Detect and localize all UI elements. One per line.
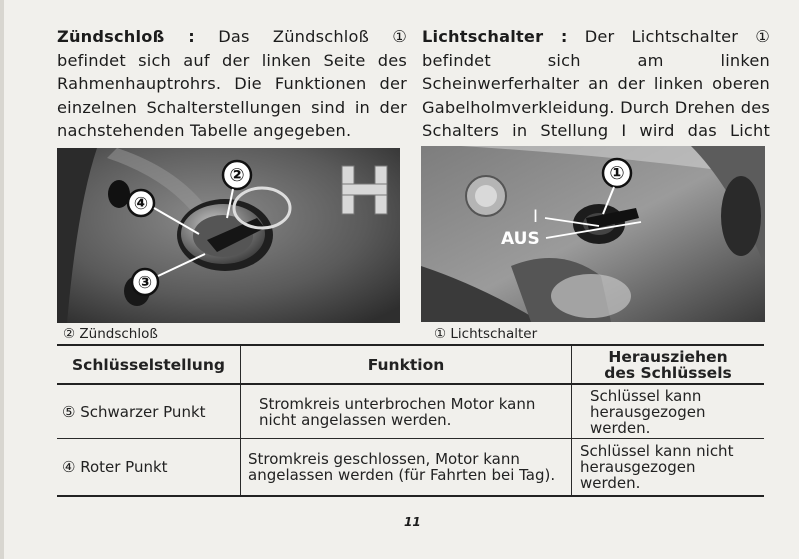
svg-text:②: ② bbox=[229, 165, 245, 186]
light-switch-text: Der Lichtschalter ① befindet sich am linken Scheinwerferhalter an der linken oberen Gabelholmverkleidung. Durch Drehen des Schalters in Stellung I wird das Licht bbox=[422, 27, 770, 141]
table-row bbox=[57, 439, 764, 497]
ignition-text: Das Zündschloß ① befindet sich auf der linken Seite des Rahmenhauptrohrs. Die Funktionen der einzelnen Schalterstellungen sind in der nachstehenden Tabelle angegeben. bbox=[57, 27, 407, 141]
light-switch-heading: Lichtschalter : bbox=[422, 27, 568, 46]
header-key-position: Schlüsselstellung bbox=[57, 345, 241, 384]
ignition-description bbox=[57, 25, 407, 143]
light-switch-photo bbox=[421, 146, 765, 322]
key-position-table bbox=[57, 344, 764, 497]
row-key-removal: Schlüssel kann nicht herausgezogen werden. bbox=[572, 439, 765, 497]
header-key-removal: Herausziehen des Schlüssels bbox=[572, 345, 765, 384]
table-header-row bbox=[57, 345, 764, 384]
row-key-position: ④ Roter Punkt bbox=[57, 439, 241, 497]
row-function: Stromkreis unterbrochen Motor kann nicht angelassen werden. bbox=[241, 384, 572, 439]
row-function: Stromkreis geschlossen, Motor kann angelassen werden (für Fahrten bei Tag). bbox=[241, 439, 572, 497]
table-row bbox=[57, 384, 764, 439]
row-key-removal: Schlüssel kann herausgezogen werden. bbox=[572, 384, 765, 439]
ignition-heading: Zündschloß : bbox=[57, 27, 195, 46]
page-edge bbox=[0, 0, 4, 559]
header-function: Funktion bbox=[241, 345, 572, 384]
svg-text:④: ④ bbox=[133, 194, 149, 214]
svg-text:I: I bbox=[533, 207, 539, 227]
svg-text:AUS: AUS bbox=[501, 229, 540, 249]
page-number: 11 bbox=[404, 515, 421, 529]
svg-text:③: ③ bbox=[137, 273, 153, 293]
svg-text:①: ① bbox=[609, 163, 625, 184]
ignition-caption: ② Zündschloß bbox=[63, 326, 158, 342]
light-switch-caption: ① Lichtschalter bbox=[434, 326, 538, 342]
ignition-photo bbox=[57, 148, 400, 323]
row-key-position: ⑤ Schwarzer Punkt bbox=[57, 384, 241, 439]
